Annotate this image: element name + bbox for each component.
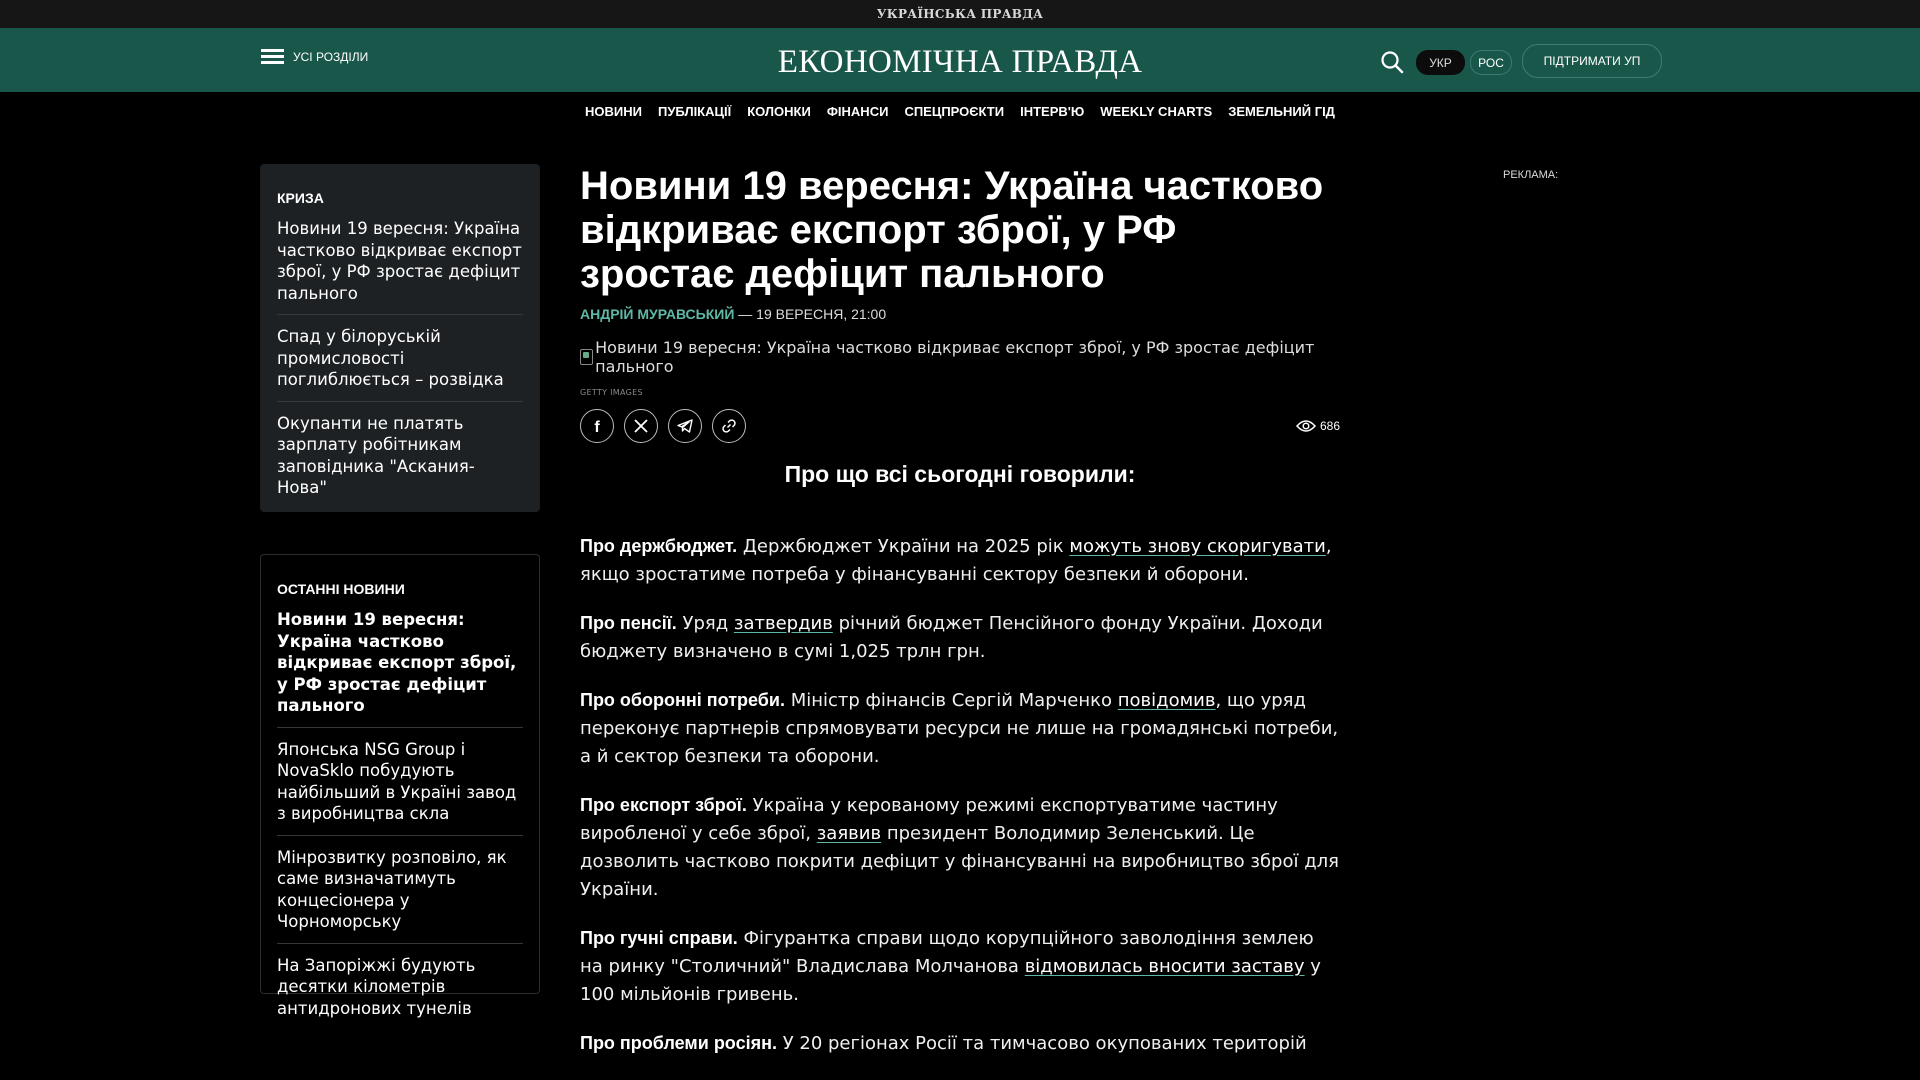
article-link[interactable]: можуть знову скоригувати	[1069, 536, 1326, 557]
nav-item-publications[interactable]: ПУБЛІКАЦІЇ	[658, 104, 732, 119]
ad-label: РЕКЛАМА:	[1503, 169, 1559, 181]
latest-news-box	[260, 554, 540, 1018]
list-item[interactable]: Спад у білоруській промисловості поглиблюється – розвідка	[277, 326, 523, 402]
crisis-box-title: КРИЗА	[277, 190, 324, 206]
article-paragraph: Про гучні справи. Фігурантка справи щодо корупційного заволодіння землею на ринку "Столичний" Владислава Молчанова відмовилась вносити заставу у 100 мільйонів гривень.	[580, 928, 1321, 1005]
telegram-share-icon[interactable]	[668, 409, 702, 443]
view-counter	[1296, 419, 1340, 433]
author-link[interactable]: АНДРІЙ МУРАВСЬКИЙ	[580, 306, 735, 322]
eye-icon	[1296, 419, 1316, 433]
list-item[interactable]: Японська NSG Group і NovaSklo побудують найбільший в Україні завод з виробництва скла	[277, 739, 523, 836]
copy-link-icon[interactable]	[712, 409, 746, 443]
article-link[interactable]: затвердив	[733, 613, 833, 634]
nav-item-news[interactable]: НОВИНИ	[585, 104, 642, 119]
article-title: Новини 19 вересня: Україна частково відкриває експорт зброї, у РФ зростає дефіцит пального	[580, 164, 1324, 296]
nav-item-land-guide[interactable]: ЗЕМЕЛЬНИЙ ГІД	[1228, 104, 1335, 119]
article-link[interactable]: повідомив	[1117, 690, 1216, 711]
crisis-box	[260, 164, 540, 512]
list-item[interactable]: На Запоріжжі будують десятки кілометрів антидронових тунелів	[277, 955, 476, 1018]
search-icon[interactable]	[1380, 50, 1404, 74]
share-row	[580, 409, 1340, 445]
nav-item-columns[interactable]: КОЛОНКИ	[747, 104, 811, 119]
nav-item-weekly-charts[interactable]: WEEKLY CHARTS	[1100, 104, 1213, 119]
x-share-icon[interactable]	[624, 409, 658, 443]
article-image	[580, 338, 1340, 376]
article-paragraph: Про проблеми росіян. У 20 регіонах Росії та тимчасово окупованих територій	[580, 1033, 1307, 1054]
article-link[interactable]: заявив	[816, 823, 882, 844]
nav-item-interview[interactable]: ІНТЕРВ'Ю	[1020, 104, 1085, 119]
article-paragraph: Про держбюджет. Держбюджет України на 2025 рік можуть знову скоригувати, якщо зростатиме потреба у фінансуванні сектору безпеки й оборони.	[580, 536, 1332, 585]
latest-news-title: ОСТАННІ НОВИНИ	[277, 581, 405, 597]
article	[580, 164, 1340, 1054]
article-paragraph: Про експорт зброї. Україна у керованому режимі експортуватиме частину виробленої у себе зброї, заявив президент Володимир Зеленський. Це дозволить частково покрити дефіцит у фінансуванні на виробництво зброї для України.	[580, 795, 1339, 900]
view-count: 686	[1319, 419, 1340, 433]
broken-image-icon	[580, 349, 593, 365]
list-item[interactable]: Новини 19 вересня: Україна частково відкриває експорт зброї, у РФ зростає дефіцит пального	[277, 609, 523, 728]
facebook-share-icon[interactable]	[580, 409, 614, 443]
publish-date: — 19 ВЕРЕСНЯ, 21:00	[738, 306, 887, 322]
list-item[interactable]: Мінрозвитку розповіло, як саме визначатимуть концесіонера у Чорноморську	[277, 847, 523, 944]
article-link[interactable]: відмовилась вносити заставу	[1024, 956, 1305, 977]
lang-ros-button[interactable]: РОС	[1470, 50, 1512, 75]
article-paragraph: Про пенсії. Уряд затвердив річний бюджет Пенсійного фонду України. Доходи бюджету визначено в сумі 1,025 трлн грн.	[580, 613, 1323, 662]
byline	[580, 306, 1340, 322]
lang-ukr-button[interactable]: УКР	[1416, 50, 1465, 75]
all-sections-label: УСІ РОЗДІЛИ	[293, 49, 369, 64]
image-credit: GETTY IMAGES	[580, 388, 643, 397]
main-nav	[0, 104, 1920, 119]
support-up-button[interactable]: ПІДТРИМАТИ УП	[1522, 44, 1662, 78]
article-image-alt: Новини 19 вересня: Україна частково відкриває експорт зброї, у РФ зростає дефіцит пального	[595, 338, 1315, 376]
nav-item-special-projects[interactable]: СПЕЦПРОЄКТИ	[904, 104, 1005, 119]
nav-item-finance[interactable]: ФІНАНСИ	[826, 104, 889, 119]
list-item[interactable]: Окупанти не платять зарплату робітникам заповідника "Аскания-Нова"	[277, 413, 475, 497]
up-brand-link[interactable]: УКРАЇНСЬКА ПРАВДА	[876, 7, 1044, 21]
site-logo[interactable]: ЕКОНОМІЧНА ПРАВДА	[777, 44, 1143, 80]
article-paragraph: Про оборонні потреби. Міністр фінансів Сергій Марченко повідомив, що уряд переконує партнерів спрямовувати ресурси не лише на громадянські потреби, а й сектор безпеки та оборони.	[580, 690, 1339, 767]
article-lead: Про що всі сьогодні говорили:	[784, 461, 1136, 487]
site-header	[0, 28, 1920, 92]
list-item[interactable]: Новини 19 вересня: Україна частково відкриває експорт зброї, у РФ зростає дефіцит пального	[277, 218, 523, 315]
top-brand-bar	[0, 0, 1920, 28]
svg-text:f: f	[594, 419, 600, 436]
